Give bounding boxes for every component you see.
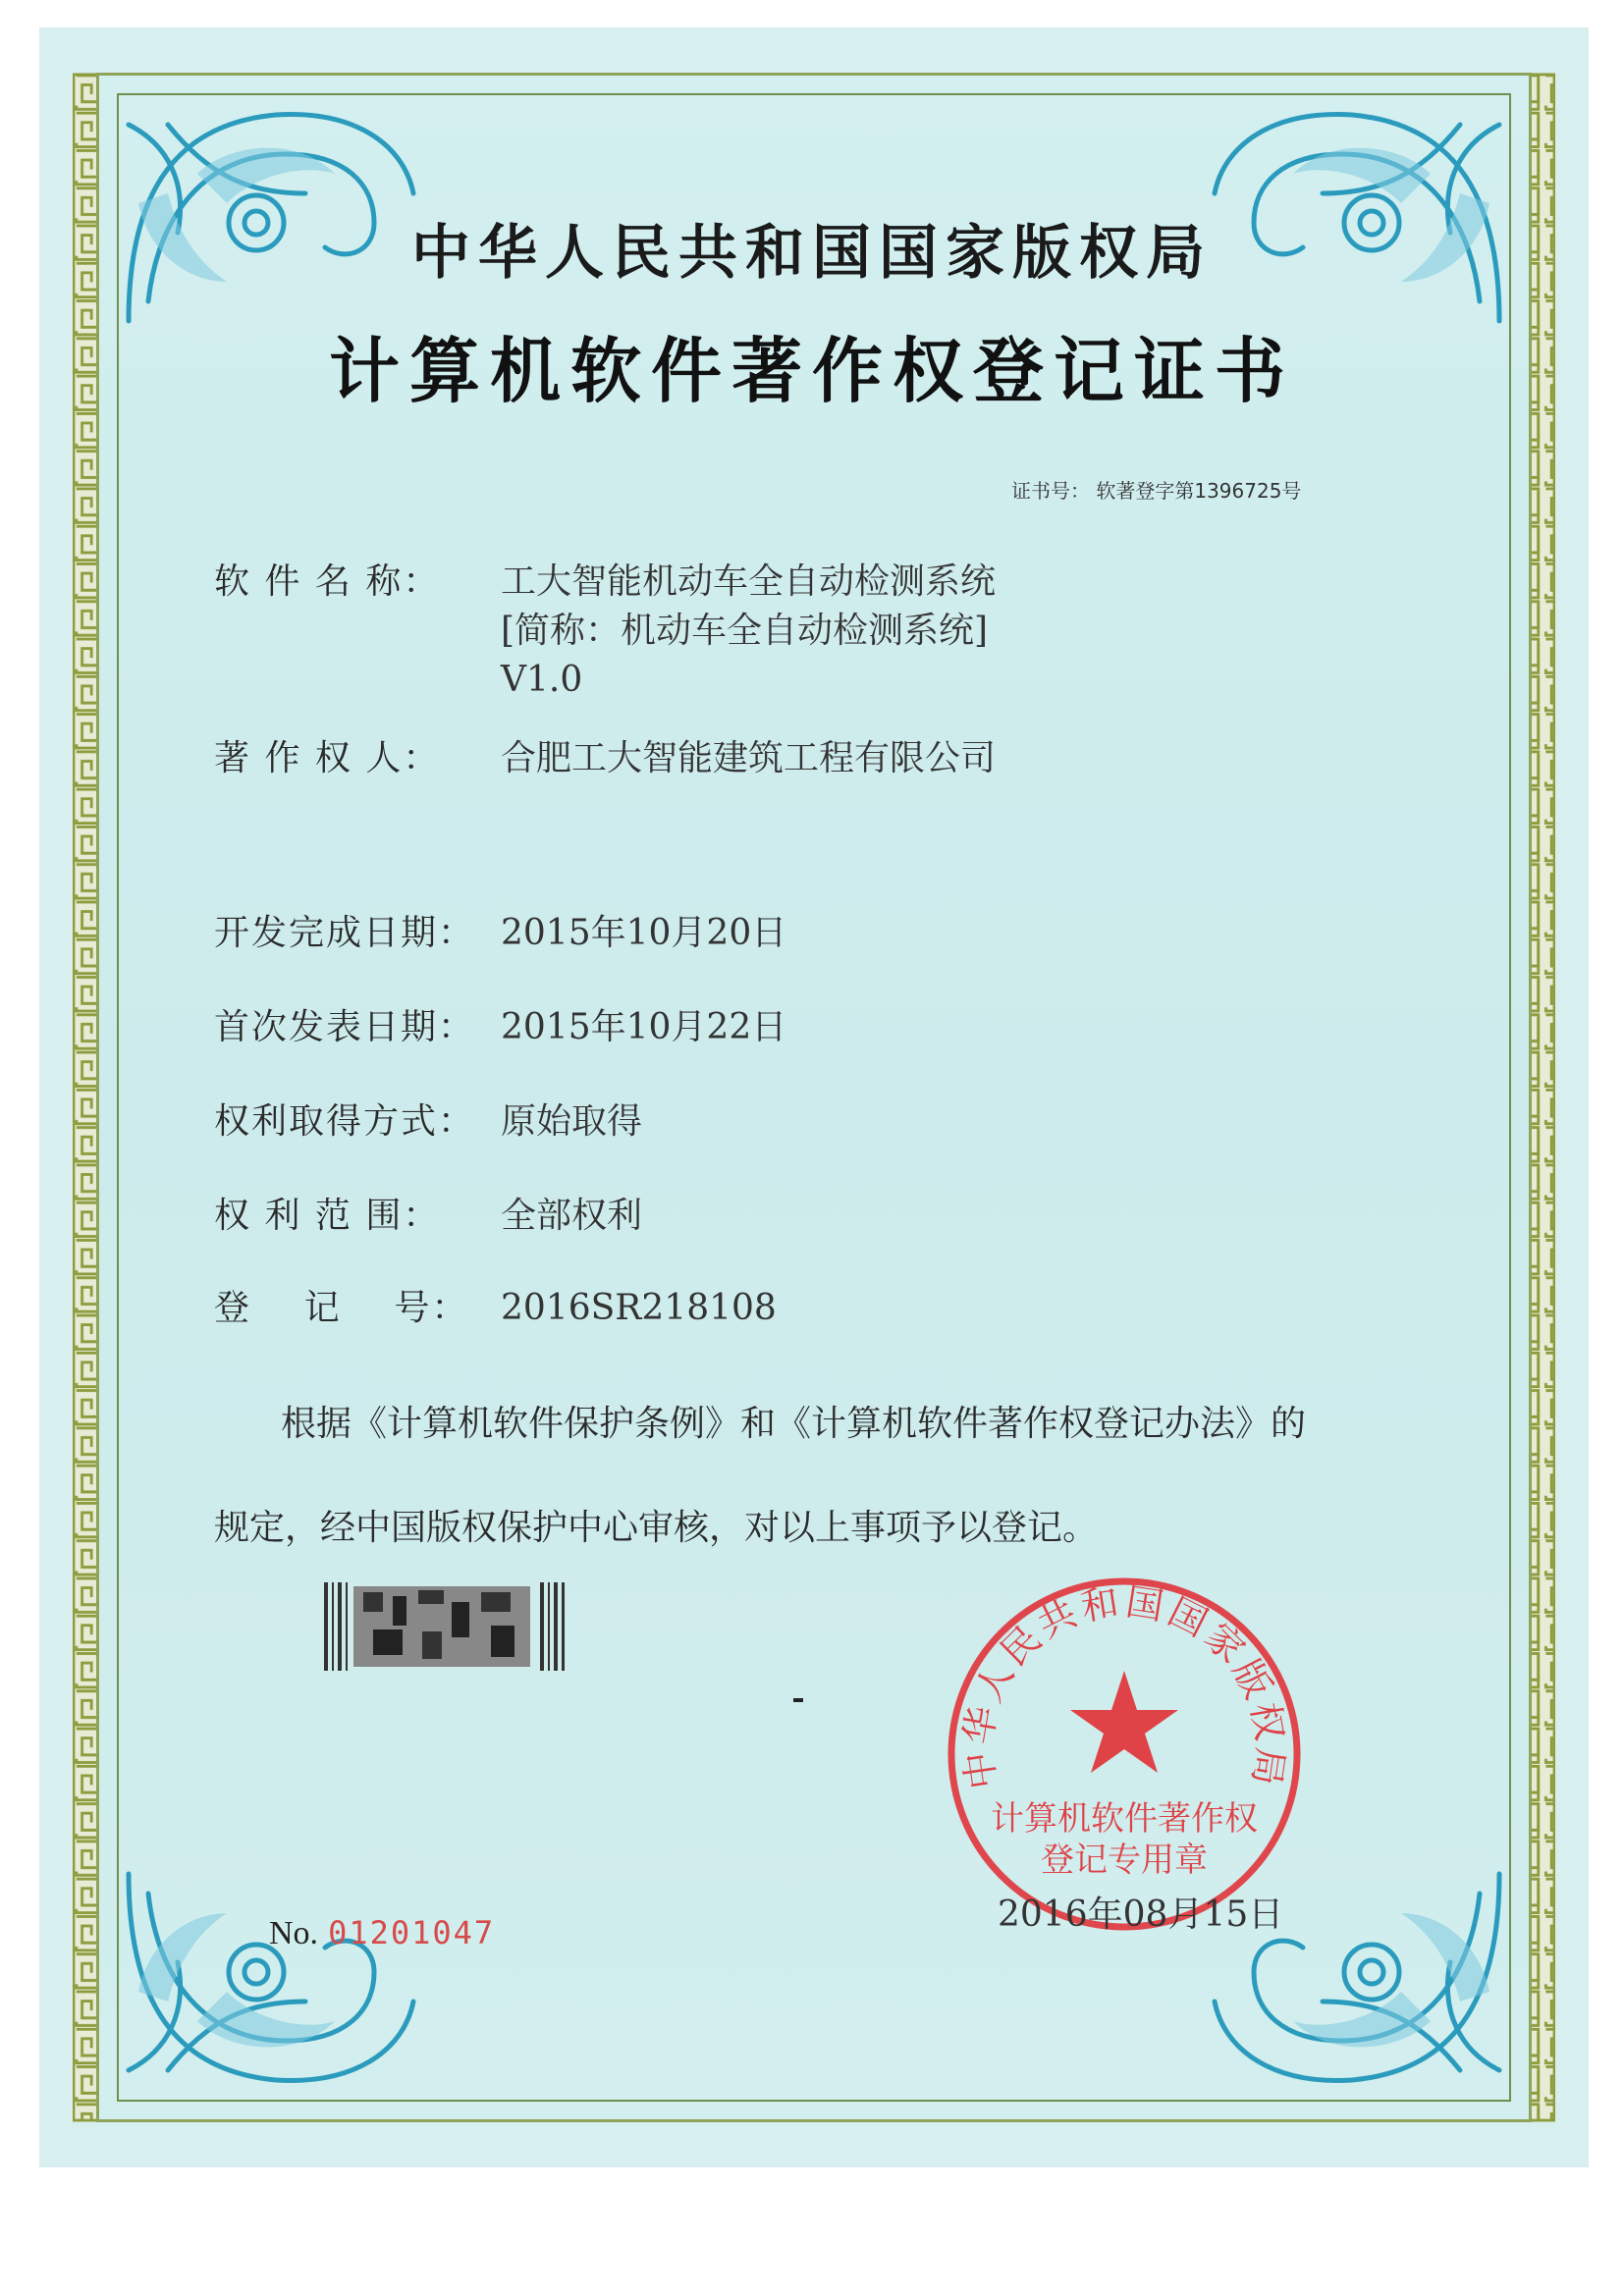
field-owner — [214, 730, 996, 780]
dev-date-value: 2015年10月20日 — [501, 913, 787, 953]
registration-label: 登 记 号： — [214, 1288, 469, 1328]
seal-inner-line1: 计算机软件著作权 — [991, 1799, 1258, 1839]
dev-date-label: 开发完成日期： — [214, 913, 476, 953]
scope-label: 权 利 范 围： — [214, 1196, 441, 1236]
seal-inner-line2: 登记专用章 — [1041, 1841, 1208, 1880]
scope-value: 全部权利 — [501, 1196, 643, 1236]
field-registration — [214, 1280, 777, 1330]
software-name-label: 软 件 名 称： — [214, 561, 441, 602]
field-pub-date — [214, 999, 786, 1049]
statement-line1: 根据《计算机软件保护条例》和《计算机软件著作权登记办法》的 — [281, 1404, 1307, 1444]
statement-line2: 规定，经中国版权保护中心审核，对以上事项予以登记。 — [214, 1508, 1099, 1548]
software-name-line1: 工大智能机动车全自动检测系统 — [501, 561, 997, 602]
pub-date-value: 2015年10月22日 — [501, 1007, 787, 1047]
barcode-2d — [324, 1582, 569, 1671]
official-seal — [943, 1573, 1306, 1936]
registration-value: 2016SR218108 — [501, 1288, 777, 1328]
certificate-title: 计算机软件著作权登记证书 — [328, 330, 1295, 412]
acquire-label: 权利取得方式： — [214, 1101, 476, 1142]
field-dev-date — [214, 905, 786, 955]
ink-speck — [793, 1698, 803, 1702]
agency-title: 中华人民共和国国家版权局 — [411, 219, 1213, 288]
software-name-line2: [简称：机动车全自动检测系统] — [501, 611, 989, 651]
certificate-number: 证书号： 软著登字第1396725号 — [1011, 479, 1302, 503]
field-scope — [214, 1188, 642, 1238]
software-version: V1.0 — [501, 660, 583, 700]
serial-number — [269, 1914, 495, 1952]
acquire-value: 原始取得 — [501, 1101, 643, 1142]
issue-date: 2016年08月15日 — [998, 1895, 1284, 1935]
serial-value: 01201047 — [328, 1914, 496, 1951]
corner-ornament-bottom-left — [109, 1854, 433, 2109]
field-acquire — [214, 1094, 642, 1144]
owner-label: 著 作 权 人： — [214, 738, 441, 778]
owner-value: 合肥工大智能建筑工程有限公司 — [501, 738, 997, 778]
seal-outer-text: 中华人民共和国国家版权局 — [955, 1579, 1293, 1792]
serial-label: No. — [269, 1915, 319, 1951]
pub-date-label: 首次发表日期： — [214, 1007, 476, 1047]
field-software-name — [214, 558, 996, 705]
